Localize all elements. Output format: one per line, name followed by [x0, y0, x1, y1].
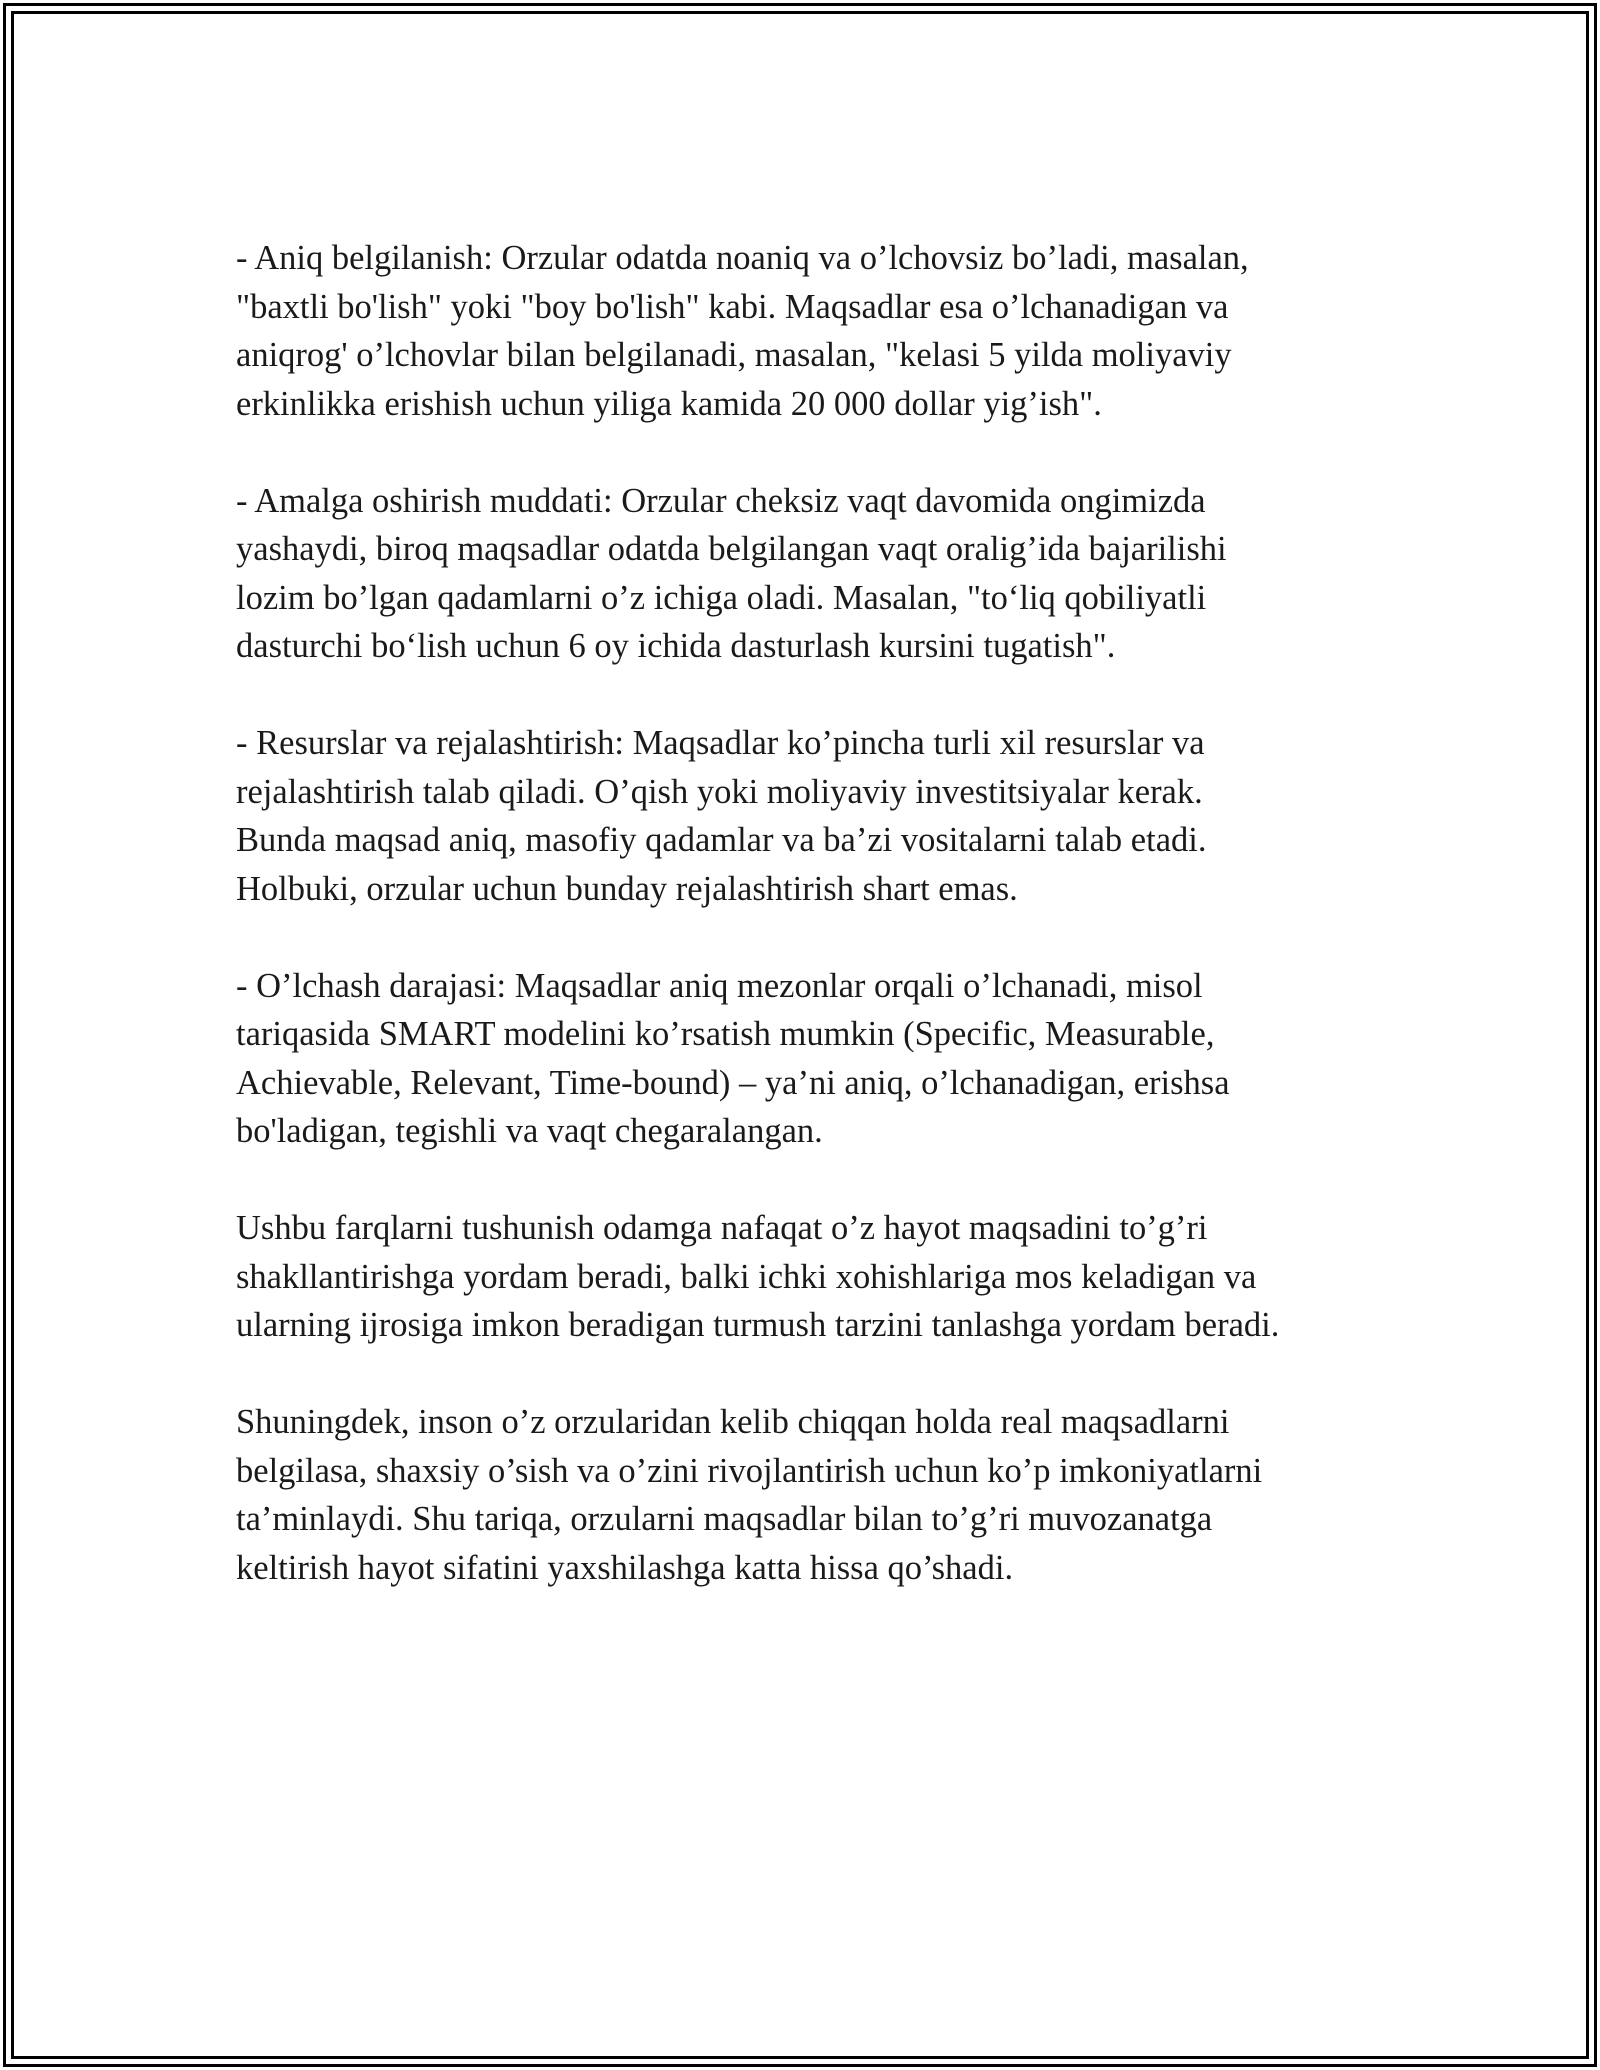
text-line: erkinlikka erishish uchun yiliga kamida 20 000 dollar yig’ish". [236, 384, 1102, 423]
text-line: belgilasa, shaxsiy o’sish va o’zini rivojlantirish uchun ko’p imkoniyatlarni [236, 1451, 1263, 1490]
text-line: ta’minlaydi. Shu tariqa, orzularni maqsadlar bilan to’g’ri muvozanatga [236, 1500, 1213, 1538]
text-line: Shuningdek, inson o’z orzularidan kelib chiqqan holda real maqsadlarni [236, 1403, 1230, 1441]
paragraph-resurslar-va-rejalashtirish [236, 719, 1366, 913]
text-line: - O’lchash darajasi: Maqsadlar aniq mezonlar orqali o’lchanadi, misol [236, 966, 1203, 1005]
text-line: Achievable, Relevant, Time-bound) – ya’ni aniq, o’lchanadigan, erishsa [236, 1063, 1230, 1102]
paragraph-amalga-oshirish-muddati [236, 477, 1366, 671]
text-line: Holbuki, orzular uchun bunday rejalashtirish shart emas. [236, 869, 1018, 908]
text-line: bo'ladigan, tegishli va vaqt chegaralangan. [236, 1112, 823, 1150]
text-line: Bunda maqsad aniq, masofiy qadamlar va ba’zi vositalarni talab etadi. [236, 821, 1207, 859]
paragraph-shuningdek [236, 1398, 1366, 1592]
text-line: - Resurslar va rejalashtirish: Maqsadlar ko’pincha turli xil resurslar va [236, 724, 1205, 762]
text-line: tariqasida SMART modelini ko’rsatish mumkin (Specific, Measurable, [236, 1015, 1215, 1053]
paragraph-aniq-belgilanish [236, 234, 1366, 428]
text-line: - Aniq belgilanish: Orzular odatda noaniq va o’lchovsiz bo’ladi, masalan, [236, 239, 1249, 277]
paragraph-ushbu-farqlar [236, 1204, 1366, 1350]
text-line: aniqrog' o’lchovlar bilan belgilanadi, masalan, "kelasi 5 yilda moliyaviy [236, 336, 1232, 374]
text-line: ularning ijrosiga imkon beradigan turmush tarzini tanlashga yordam beradi. [236, 1306, 1280, 1344]
text-line: lozim bo’lgan qadamlarni o’z ichiga oladi. Masalan, "toʻliq qobiliyatli [236, 578, 1207, 617]
text-line: shakllantirishga yordam beradi, balki ichki xohishlariga mos keladigan va [236, 1257, 1257, 1296]
text-line: dasturchi boʻlish uchun 6 oy ichida dasturlash kursini tugatish". [236, 627, 1116, 665]
text-line: rejalashtirish talab qiladi. O’qish yoki moliyaviy investitsiyalar kerak. [236, 772, 1203, 811]
text-line: yashaydi, biroq maqsadlar odatda belgilangan vaqt oralig’ida bajarilishi [236, 530, 1227, 568]
text-line: - Amalga oshirish muddati: Orzular cheksiz vaqt davomida ongimizda [236, 481, 1206, 520]
text-line: keltirish hayot sifatini yaxshilashga katta hissa qo’shadi. [236, 1548, 1014, 1587]
text-line: Ushbu farqlarni tushunish odamga nafaqat o’z hayot maqsadini to’g’ri [236, 1209, 1208, 1247]
text-line: "baxtli bo'lish" yoki "boy bo'lish" kabi. Maqsadlar esa o’lchanadigan va [236, 287, 1229, 326]
document-body [236, 234, 1366, 1641]
paragraph-olchash-darajasi [236, 962, 1366, 1156]
